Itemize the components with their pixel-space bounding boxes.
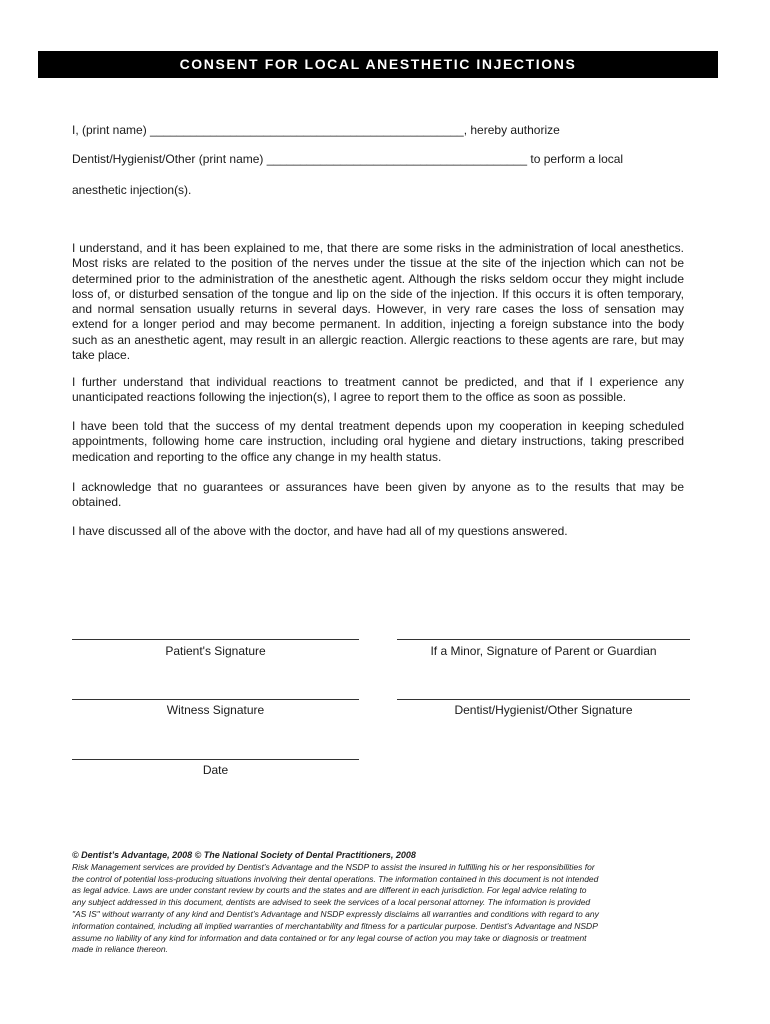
reaction-paragraph: I further understand that individual reactions to treatment cannot be predicted, and that if I experience any unanticipated reactions following the injection(s), I agree to report them to the office as soon as possible. [72, 375, 684, 405]
witness-signature-label: Witness Signature [166, 703, 265, 717]
disclaimer-line: assume no liability of any kind for information and data contained or for any legal course of action you may take or diagnosis or treatment [72, 932, 587, 943]
patient-name-label: I, (print name) [72, 123, 147, 137]
disclaimer-line: "AS IS" without warranty of any kind and Dentist’s Advantage and NSDP expressly disclaims all warranties and conditions with regard to any [72, 908, 599, 919]
patient-name-line [72, 123, 560, 137]
provider-name-blank[interactable]: _______________________________________ [266, 152, 528, 166]
patient-signature-line[interactable] [72, 639, 359, 640]
copyright-heading: © Dentist’s Advantage, 2008 © The National Society of Dental Practitioners, 2008 [72, 850, 416, 860]
provider-name-line [72, 152, 623, 166]
disclaimer-line: the control of potential loss-producing situations involving their dental operations. The information contained in this document is not intended [72, 873, 599, 884]
provider-name-label: Dentist/Hygienist/Other (print name) [72, 152, 264, 166]
disclaimer-footer [72, 850, 700, 956]
disclaimer-line: information contained, including all implied warranties of merchantability and fitness for a particular purpose. Dentist’s Advantage and NSDP [72, 920, 598, 931]
date-label: Date [202, 763, 229, 777]
cooperation-paragraph: I have been told that the success of my dental treatment depends upon my cooperation in keeping scheduled appointments, following home care instruction, including oral hygiene and dietary instructions, taking prescribed medication and reporting to the office any change in my health status. [72, 419, 684, 464]
dentist-signature-label: Dentist/Hygienist/Other Signature [454, 703, 633, 717]
guarantee-paragraph: I acknowledge that no guarantees or assurances have been given by anyone as to the results that may be obtained. [72, 480, 684, 510]
authorize-text: , hereby authorize [463, 123, 560, 137]
disclaimer-line: any subject addressed in this document, dentists are advised to seek the services of a local personal attorney. The information is provided [72, 897, 591, 908]
patient-name-blank[interactable]: _______________________________________________ [150, 123, 464, 137]
date-line[interactable] [72, 759, 359, 760]
disclaimer-line: Risk Management services are provided by Dentist’s Advantage and the NSDP to assist the insured in fulfilling his or her responsibilities for [72, 861, 595, 872]
perform-text: to perform a local [530, 152, 624, 166]
document-title: CONSENT FOR LOCAL ANESTHETIC INJECTIONS [38, 51, 718, 78]
guardian-signature-line[interactable] [397, 639, 690, 640]
dentist-signature-line[interactable] [397, 699, 690, 700]
discussion-paragraph: I have discussed all of the above with the doctor, and have had all of my questions answered. [72, 524, 568, 538]
disclaimer-line: made in reliance thereon. [72, 944, 168, 955]
disclaimer-line: as legal advice. Laws are under constant review by courts and the states and are different in each jurisdiction. For legal advice relating to [72, 885, 587, 896]
patient-signature-label: Patient's Signature [165, 644, 266, 658]
risk-paragraph: I understand, and it has been explained to me, that there are some risks in the administration of local anesthetics. Most risks are related to the position of the nerves under the tissue at the site of the injection which can not be determined prior to the administration of the anesthetic agent. Although the risks seldom occur they might include loss of, or disturbed sensation of the tongue and lip on the side of the injection. If this occurs it is often temporary, and normal sensation usually returns in several days. However, in very rare cases the loss of sensation may extend for a longer period and may become permanent. In addition, injecting a foreign substance into the body such as an anesthetic agent, may result in an allergic reaction. Allergic reactions to these agents are rare, but may take place. [72, 241, 684, 363]
guardian-signature-label: If a Minor, Signature of Parent or Guardian [430, 644, 657, 658]
witness-signature-line[interactable] [72, 699, 359, 700]
injection-text: anesthetic injection(s). [72, 183, 192, 197]
